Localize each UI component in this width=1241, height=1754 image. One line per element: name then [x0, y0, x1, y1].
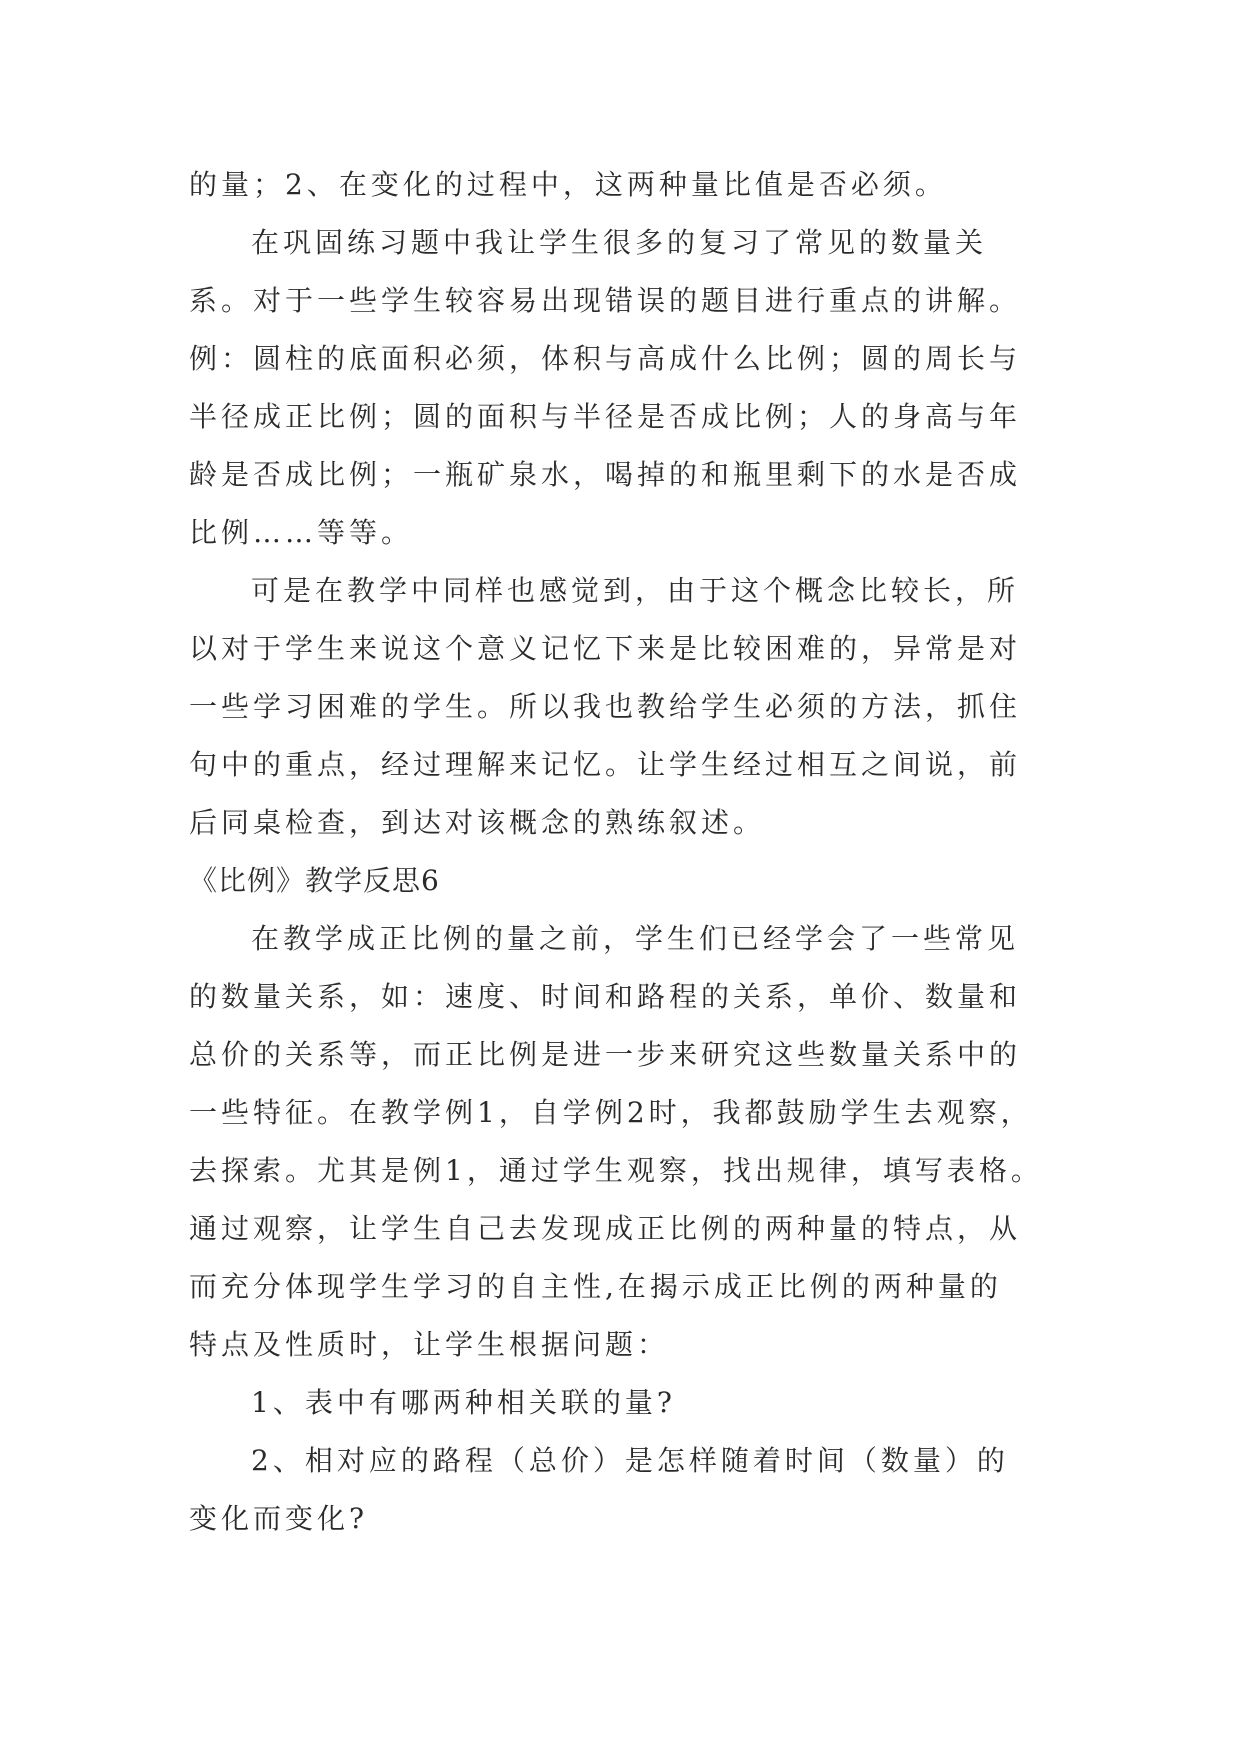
paragraph-line: 的数量关系，如：速度、时间和路程的关系，单价、数量和	[189, 980, 1022, 1013]
document-body	[189, 156, 1069, 1548]
paragraph-line: 一些学习困难的学生。所以我也教给学生必须的方法，抓住	[189, 690, 1022, 723]
paragraph-line: 句中的重点，经过理解来记忆。让学生经过相互之间说，前	[189, 748, 1022, 781]
paragraph-line: 后同桌检查，到达对该概念的熟练叙述。	[189, 806, 766, 839]
paragraph-line: 可是在教学中同样也感觉到，由于这个概念比较长，所	[251, 574, 1020, 607]
paragraph-line: 例：圆柱的底面积必须，体积与高成什么比例；圆的周长与	[189, 342, 1022, 375]
paragraph-line: 而充分体现学生学习的自主性,在揭示成正比例的两种量的	[189, 1270, 1002, 1303]
section-heading: 《比例》教学反思6	[189, 864, 440, 897]
paragraph-line: 通过观察，让学生自己去发现成正比例的两种量的特点，从	[189, 1212, 1022, 1245]
paragraph-line: 在巩固练习题中我让学生很多的复习了常见的数量关	[251, 226, 988, 259]
paragraph-line: 一些特征。在教学例1，自学例2时，我都鼓励学生去观察，	[189, 1096, 1033, 1129]
question-item: 2、相对应的路程（总价）是怎样随着时间（数量）的	[251, 1444, 1009, 1477]
paragraph-line: 的量；2、在变化的过程中，这两种量比值是否必须。	[189, 168, 947, 201]
paragraph-line: 系。对于一些学生较容易出现错误的题目进行重点的讲解。	[189, 284, 1022, 317]
paragraph-line: 特点及性质时，让学生根据问题：	[189, 1328, 670, 1361]
paragraph-line: 半径成正比例；圆的面积与半径是否成比例；人的身高与年	[189, 400, 1022, 433]
paragraph-line: 比例……等等。	[189, 516, 414, 549]
paragraph-line: 在教学成正比例的量之前，学生们已经学会了一些常见	[251, 922, 1020, 955]
paragraph-line: 去探索。尤其是例1，通过学生观察，找出规律，填写表格。	[189, 1154, 1043, 1187]
paragraph-line: 变化而变化?	[189, 1502, 369, 1535]
paragraph-line: 以对于学生来说这个意义记忆下来是比较困难的，异常是对	[189, 632, 1022, 665]
paragraph-line: 总价的关系等，而正比例是进一步来研究这些数量关系中的	[189, 1038, 1022, 1071]
question-item: 1、表中有哪两种相关联的量?	[251, 1386, 676, 1419]
paragraph-line: 龄是否成比例；一瓶矿泉水，喝掉的和瓶里剩下的水是否成	[189, 458, 1022, 491]
